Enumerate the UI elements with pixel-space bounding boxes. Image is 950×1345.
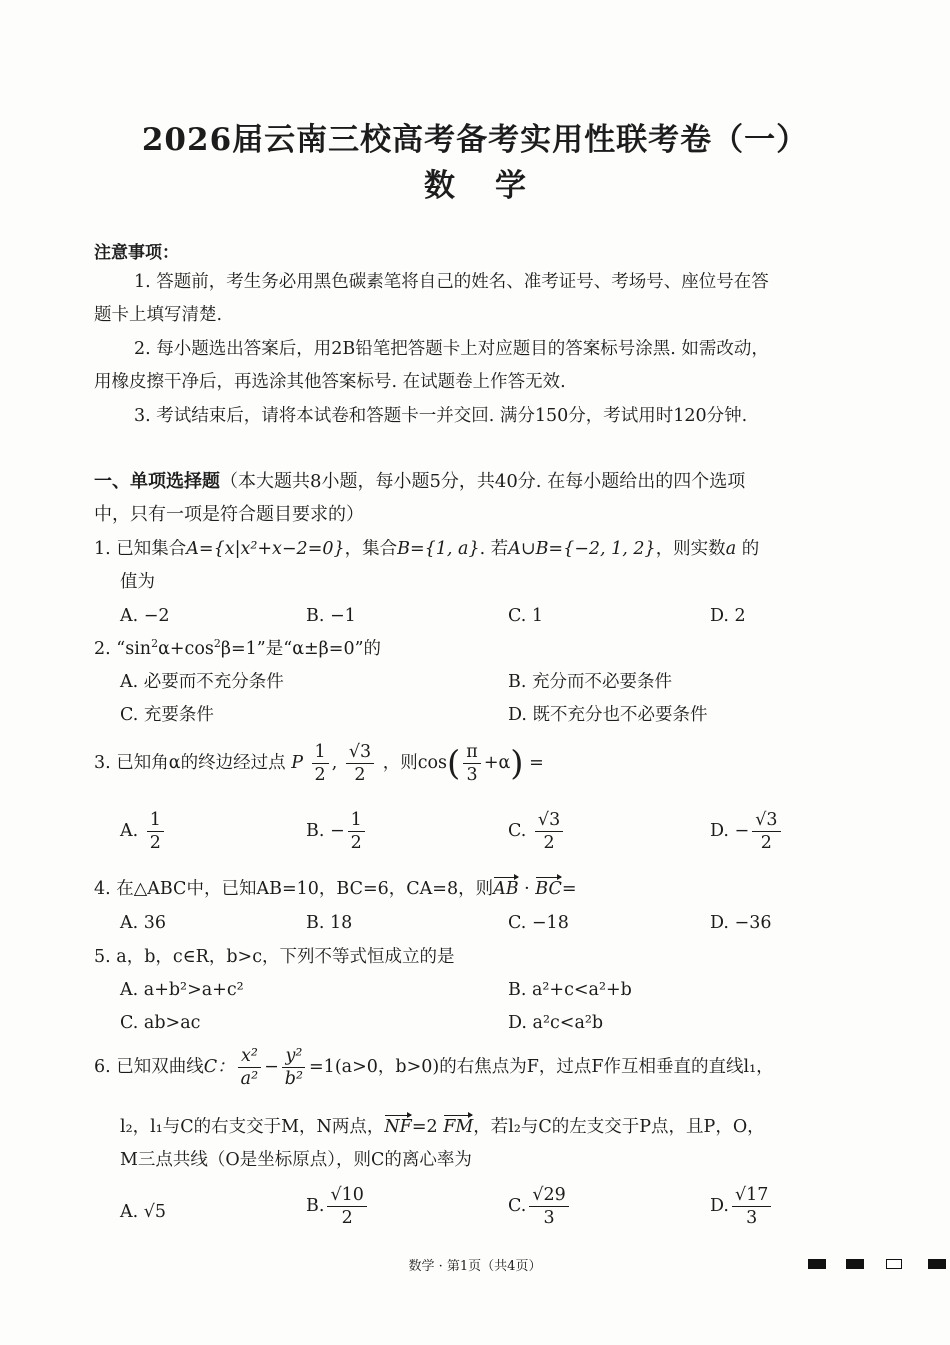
q6-opt-d-num: √17 <box>732 1185 771 1207</box>
q2-option-d: D. 既不充分也不必要条件 <box>508 705 708 725</box>
section-title: 一、单项选择题 <box>94 471 220 492</box>
q3-opt-d-label: D. − <box>710 821 750 841</box>
q2-option-b: B. 充分而不必要条件 <box>508 672 672 692</box>
q6-b2: b² <box>284 1069 304 1089</box>
q4-num: 4. <box>94 879 111 899</box>
q1-set-a: A={x|x²+x−2=0} <box>186 539 345 559</box>
q6-option-c <box>508 1185 572 1228</box>
notice-item-2: 2. 每小题选出答案后，用2B铅笔把答题卡上对应题目的答案标号涂黑. 如需改动， <box>134 339 769 359</box>
question-5 <box>94 945 455 969</box>
q6-stem-b: =1(a>0，b>0)的右焦点为F，过点F作互相垂直的直线l₁， <box>309 1057 774 1077</box>
q1-stem-e: 的 <box>741 539 760 559</box>
q1-num: 1. <box>94 539 111 559</box>
q6-num: 6. <box>94 1057 111 1077</box>
q3-opt-d-num: √3 <box>752 810 780 832</box>
q3-opt-a-num: 1 <box>147 810 164 832</box>
q3-px-num: 1 <box>312 742 329 764</box>
q4-eq: = <box>561 879 577 899</box>
q3-opt-a-den: 2 <box>149 833 161 853</box>
notice-item-2-cont: 用橡皮擦干净后，再选涂其他答案标号. 在试题卷上作答无效. <box>94 372 566 392</box>
q5-option-d: D. a²c<a²b <box>508 1013 604 1033</box>
q5-option-c: C. ab>ac <box>120 1013 201 1033</box>
q6-opt-d-label: D. <box>710 1196 729 1216</box>
q1-stem-a: 已知集合 <box>116 539 187 559</box>
q3-opt-b-den: 2 <box>350 833 362 853</box>
q4-vector-ab: AB <box>493 879 519 899</box>
q2-option-c: C. 充要条件 <box>120 705 214 725</box>
q6-option-d <box>710 1185 774 1228</box>
q6-frac-y <box>282 1046 306 1089</box>
q1-option-b: B. −1 <box>306 606 356 626</box>
question-3: 3. 已知角α的终边经过点 P $\frac{1}{2}$ , $\frac{√3}{2}$ ，则cos( $\frac{\pi}{3}$ +α) = <box>94 742 544 785</box>
q4-vector-bc: BC <box>535 879 562 899</box>
q5-option-b: B. a²+c<a²+b <box>508 980 632 1000</box>
page-marker-1 <box>808 1259 826 1269</box>
question-2: 2. “$\sin^2\alpha+\cos^2\beta=1$”是“α±β=0”的 <box>94 637 382 659</box>
q6-stem-line-3: M三点共线（O是坐标原点），则C的离心率为 <box>120 1150 472 1170</box>
q6-opt-d-den: 3 <box>746 1208 758 1228</box>
q4-option-a: A. 36 <box>120 913 167 933</box>
q6-frac-x <box>238 1046 261 1089</box>
q1-stem-d: ，则实数 <box>655 539 726 559</box>
q3-point: P <box>291 753 303 773</box>
q6-minus: − <box>264 1057 279 1077</box>
q3-stem-b: ，则 <box>382 753 418 773</box>
q6-line2-c: ，若l₂与C的左支交于P点，且P，O， <box>473 1117 765 1137</box>
q3-opt-b-label: B. − <box>306 821 345 841</box>
q3-opt-a-label: A. <box>120 821 139 841</box>
q1-stem-cont: 值为 <box>120 572 155 592</box>
q6-y2: y² <box>282 1046 305 1068</box>
q6-x2: x² <box>238 1046 261 1068</box>
question-6 <box>94 1046 774 1089</box>
q3-angle <box>463 742 481 785</box>
section-heading <box>94 470 745 494</box>
q3-point-y <box>346 742 374 785</box>
q6-option-b <box>306 1185 370 1228</box>
q6-option-a: A. √5 <box>120 1202 167 1222</box>
q3-opt-c-den: 2 <box>543 833 555 853</box>
q6-curve: C： <box>203 1057 235 1077</box>
q4-option-c: C. −18 <box>508 913 569 933</box>
section-desc: （本大题共8小题，每小题5分，共40分. 在每小题给出的四个选项 <box>220 471 746 492</box>
page-marker-3 <box>886 1259 902 1269</box>
q3-option-c <box>508 810 566 853</box>
q6-opt-b-label: B. <box>306 1196 325 1216</box>
q5-stem: a，b，c∈R，b>c，下列不等式恒成立的是 <box>116 947 455 967</box>
q2-stem-c: β=1”是“α±β=0”的 <box>220 639 382 659</box>
q3-pi: π <box>463 742 481 764</box>
q3-eq: = <box>529 753 544 773</box>
q3-opt-c-label: C. <box>508 821 527 841</box>
q4-stem-a: 在△ABC中，已知AB=10，BC=6，CA=8，则 <box>116 879 494 899</box>
exam-title: 2026届云南三校高考备考实用性联考卷（一） <box>141 122 809 158</box>
q6-line2-b: =2 <box>411 1117 438 1137</box>
q6-vector-fm: FM <box>443 1117 474 1137</box>
q2-stem-b: α+cos <box>158 639 214 659</box>
q1-option-d: D. 2 <box>710 606 746 626</box>
q6-opt-c-num: √29 <box>529 1185 568 1207</box>
page-marker-4 <box>928 1259 946 1269</box>
q6-vector-nf: NF <box>384 1117 412 1137</box>
q3-plus-alpha: +α <box>483 753 511 773</box>
question-1 <box>94 537 759 561</box>
q3-option-d <box>710 810 784 853</box>
q3-stem-a: 已知角α的终边经过点 <box>116 753 286 773</box>
q2-option-a: A. 必要而不充分条件 <box>120 672 284 692</box>
q3-px-den: 2 <box>314 765 326 785</box>
q6-opt-c-den: 3 <box>543 1208 555 1228</box>
q6-opt-b-den: 2 <box>341 1208 353 1228</box>
notice-heading: 注意事项： <box>94 243 179 263</box>
q3-opt-d-den: 2 <box>760 833 772 853</box>
q1-set-b: B={1, a} <box>397 539 480 559</box>
q6-stem-line-2 <box>120 1115 765 1139</box>
q5-num: 5. <box>94 947 111 967</box>
page-footer: 数学 · 第1页（共4页） <box>408 1259 542 1274</box>
q1-option-c: C. 1 <box>508 606 544 626</box>
q3-option-b <box>306 810 368 853</box>
q3-three: 3 <box>466 765 478 785</box>
q6-a2: a² <box>240 1069 259 1089</box>
notice-item-1-cont: 题卡上填写清楚. <box>94 305 223 325</box>
q6-line2-a: l₂，l₁与C的右支交于M，N两点， <box>120 1117 385 1137</box>
q5-option-a: A. a+b²>a+c² <box>120 980 244 1000</box>
q4-option-d: D. −36 <box>710 913 772 933</box>
notice-item-3: 3. 考试结束后，请将本试卷和答题卡一并交回. 满分150分，考试用时120分钟. <box>134 406 748 426</box>
section-desc-cont: 中，只有一项是符合题目要求的） <box>94 504 364 525</box>
question-4 <box>94 877 577 901</box>
q1-option-a: A. −2 <box>120 606 170 626</box>
subject-title: 数学 <box>424 168 566 204</box>
q4-option-b: B. 18 <box>306 913 353 933</box>
q3-point-x <box>312 742 329 785</box>
q1-var: a <box>725 539 737 559</box>
q3-num: 3. <box>94 753 111 773</box>
q3-option-a <box>120 810 167 853</box>
q2-stem-a: “sin <box>116 639 152 659</box>
q3-opt-c-num: √3 <box>535 810 563 832</box>
page-marker-2 <box>846 1259 864 1269</box>
q6-opt-c-label: C. <box>508 1196 527 1216</box>
q2-num: 2. <box>94 639 111 659</box>
q3-py-den: 2 <box>354 765 366 785</box>
q6-stem-a: 已知双曲线 <box>116 1057 204 1077</box>
q6-opt-b-num: √10 <box>327 1185 366 1207</box>
q1-stem-b: ，集合 <box>344 539 398 559</box>
q3-cos: cos <box>417 753 448 773</box>
q4-dot: · <box>518 879 536 899</box>
q1-stem-c: . 若 <box>479 539 509 559</box>
q3-opt-b-num: 1 <box>348 810 365 832</box>
notice-item-1: 1. 答题前，考生务必用黑色碳素笔将自己的姓名、准考证号、考场号、座位号在答 <box>134 272 769 292</box>
q1-union: A∪B={−2, 1, 2} <box>508 539 656 559</box>
q3-py-num: √3 <box>346 742 374 764</box>
